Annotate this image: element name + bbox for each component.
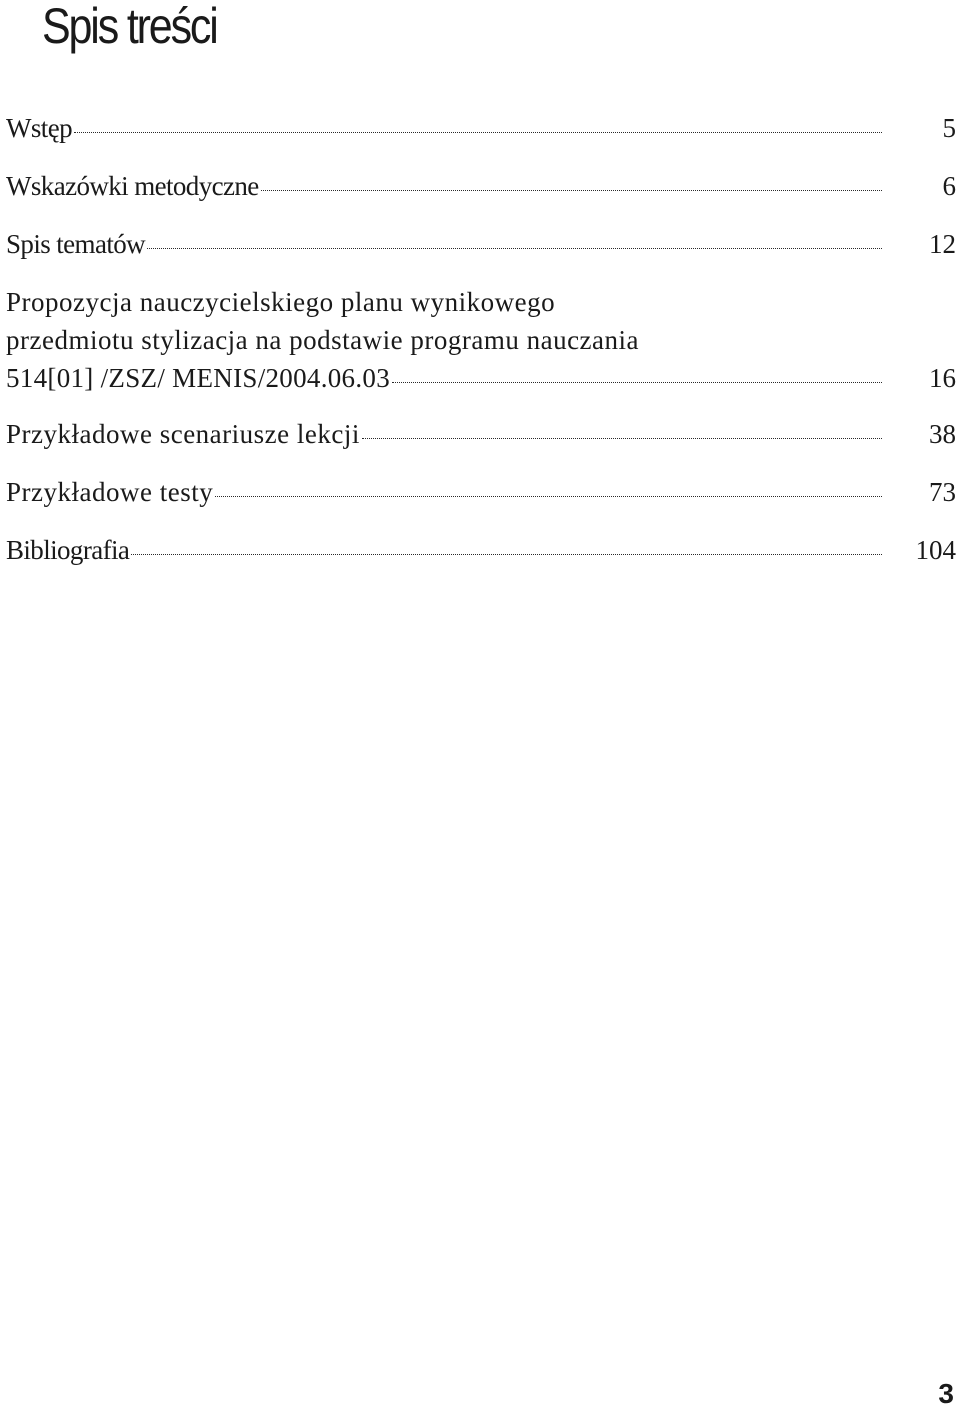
toc-entry-row xyxy=(6,167,956,205)
toc-entry-wstep[interactable] xyxy=(6,109,956,147)
toc-entry-label: Wstęp xyxy=(6,113,72,143)
toc-entry-label: Bibliografia xyxy=(6,535,130,565)
toc-entry-wrapped-lines xyxy=(6,283,956,359)
page-title: Spis treści xyxy=(42,0,217,54)
toc-entry-page: 73 xyxy=(929,477,956,507)
toc-entry-line: przedmiotu stylizacja na podstawie programu nauczania xyxy=(6,325,640,355)
toc-entry-bibliografia[interactable] xyxy=(6,531,956,569)
toc-entry-propozycja-planu[interactable] xyxy=(6,283,956,397)
dot-leader xyxy=(362,438,882,439)
toc-entry-row xyxy=(6,415,956,453)
dot-leader xyxy=(131,554,882,555)
dot-leader xyxy=(261,190,882,191)
toc-entry-page: 12 xyxy=(929,229,956,259)
dot-leader xyxy=(74,132,882,133)
toc-entry-wskazowki-metodyczne[interactable] xyxy=(6,167,956,205)
dot-leader xyxy=(392,382,882,383)
toc-entry-line: Propozycja nauczycielskiego planu wynikowego xyxy=(6,287,556,317)
toc-entry-label: Spis tematów xyxy=(6,229,146,259)
toc-entry-page: 5 xyxy=(942,113,956,143)
toc-entry-page: 38 xyxy=(929,419,956,449)
toc-entry-row xyxy=(6,225,956,263)
toc-entry-label: Wskazówki metodyczne xyxy=(6,171,259,201)
dot-leader xyxy=(215,496,882,497)
toc-entry-przykladowe-testy[interactable] xyxy=(6,473,956,511)
toc-entry-row xyxy=(6,473,956,511)
toc-entry-page: 104 xyxy=(915,535,956,565)
toc-entry-row xyxy=(6,531,956,569)
toc-entry-row xyxy=(6,359,956,397)
toc-entry-label: Przykładowe scenariusze lekcji xyxy=(6,419,360,449)
toc-entry-label: 514[01] /ZSZ/ MENIS/2004.06.03 xyxy=(6,363,390,393)
page-number: 3 xyxy=(938,1378,954,1409)
toc-entry-scenariusze-lekcji[interactable] xyxy=(6,415,956,453)
dot-leader xyxy=(147,248,882,249)
toc-entry-spis-tematow[interactable] xyxy=(6,225,956,263)
toc-entry-label: Przykładowe testy xyxy=(6,477,214,507)
toc-entry-row xyxy=(6,109,956,147)
toc-entry-page: 6 xyxy=(942,171,956,201)
toc-entry-page: 16 xyxy=(929,363,956,393)
